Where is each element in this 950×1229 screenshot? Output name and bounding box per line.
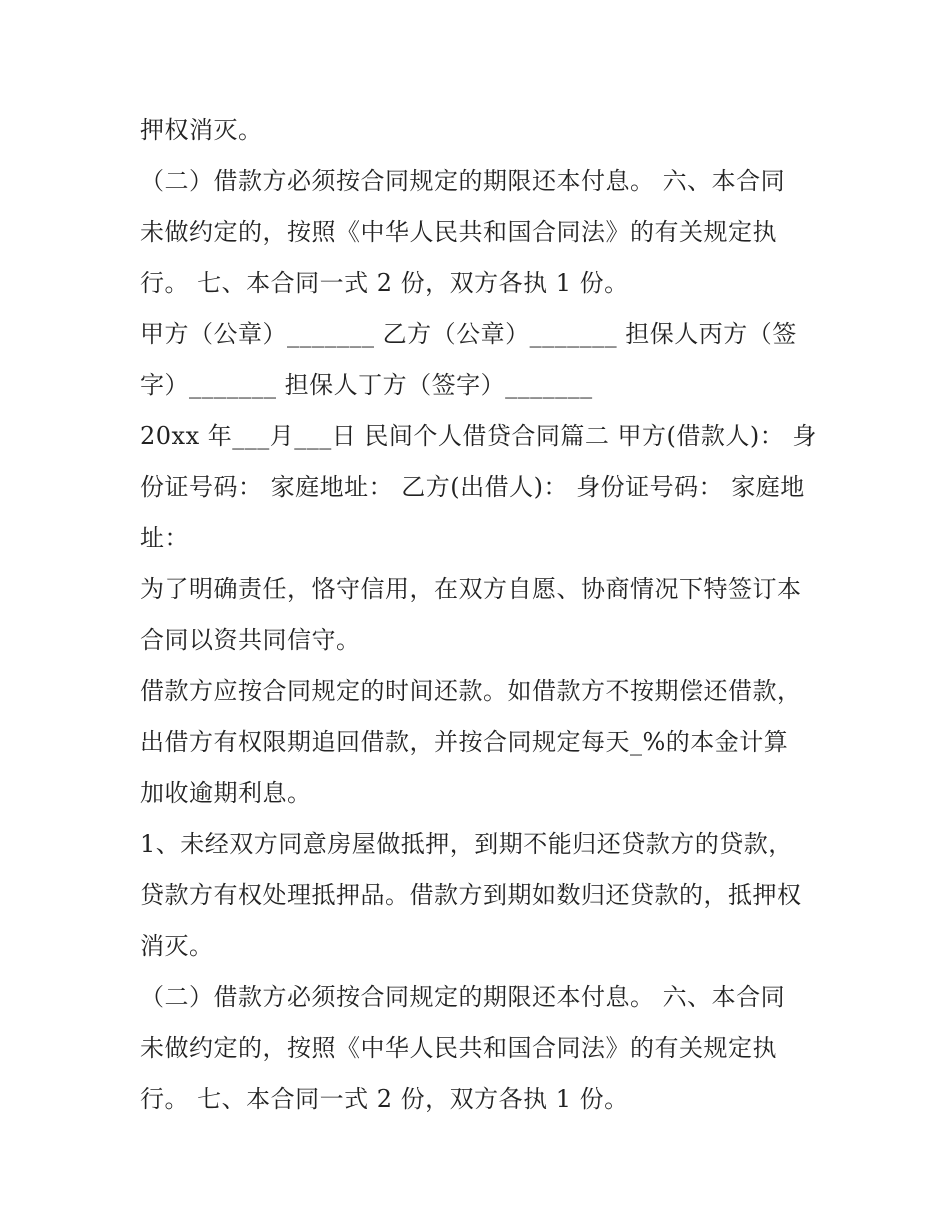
text-line: 出借方有权限期追回借款，并按合同规定每天_%的本金计算	[140, 728, 789, 756]
text-line: 押权消灭。	[140, 116, 263, 144]
text-line: 加收逾期利息。	[140, 779, 312, 807]
text-line: 甲方（公章）_______ 乙方（公章）_______ 担保人丙方（签	[140, 320, 797, 348]
text-line: 合同以资共同信守。	[140, 626, 361, 654]
text-line: 字）_______ 担保人丁方（签字）_______	[140, 371, 593, 399]
text-line: 消灭。	[140, 932, 214, 960]
text-line: 为了明确责任，恪守信用，在双方自愿、协商情况下特签订本	[140, 575, 802, 603]
text-line: 未做约定的，按照《中华人民共和国合同法》的有关规定执	[140, 1034, 777, 1062]
text-line: （二）借款方必须按合同规定的期限还本付息。 六、本合同	[140, 167, 786, 195]
text-line: （二）借款方必须按合同规定的期限还本付息。 六、本合同	[140, 983, 786, 1011]
text-line: 份证号码： 家庭地址： 乙方(出借人)： 身份证号码： 家庭地	[140, 473, 805, 501]
text-line: 借款方应按合同规定的时间还款。如借款方不按期偿还借款，	[140, 677, 802, 705]
document-body	[140, 105, 820, 1125]
text-line: 行。 七、本合同一式 2 份，双方各执 1 份。	[140, 1085, 629, 1113]
text-line: 未做约定的，按照《中华人民共和国合同法》的有关规定执	[140, 218, 777, 246]
text-line: 址：	[140, 524, 189, 552]
text-line: 贷款方有权处理抵押品。借款方到期如数归还贷款的，抵押权	[140, 881, 802, 909]
text-line: 1、未经双方同意房屋做抵押，到期不能归还贷款方的贷款，	[140, 830, 793, 858]
text-line: 20xx 年___月___日 民间个人借贷合同篇二 甲方(借款人)： 身	[140, 422, 817, 450]
text-line: 行。 七、本合同一式 2 份，双方各执 1 份。	[140, 269, 629, 297]
